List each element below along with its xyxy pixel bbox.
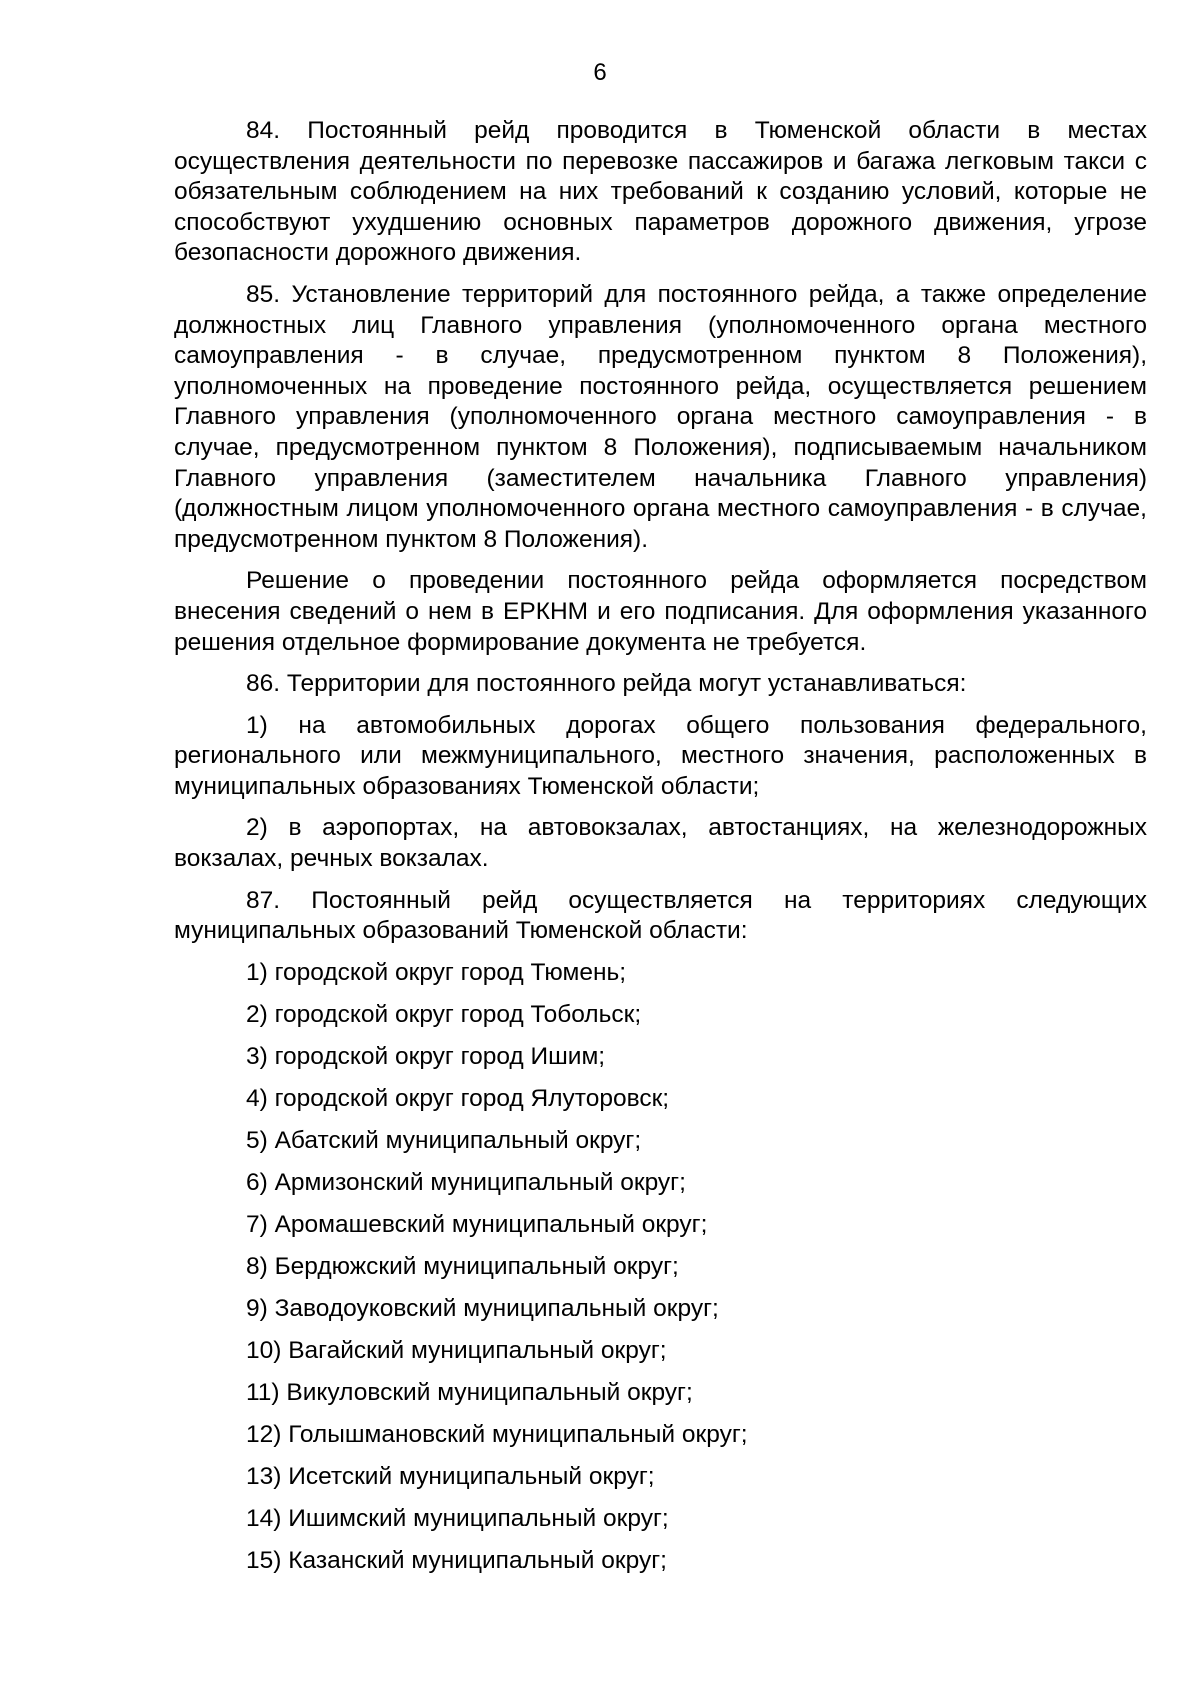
- paragraph-85-decision: Решение о проведении постоянного рейда оформляется посредством внесения сведений о нем в ЕРКНМ и его подписания. Для оформления указанного решения отдельное формирование документа не требуется.: [174, 567, 1147, 656]
- list-item: 14) Ишимский муниципальный округ;: [246, 1504, 669, 1532]
- list-item: 9) Заводоуковский муниципальный округ;: [246, 1294, 719, 1322]
- list-item: 6) Армизонский муниципальный округ;: [246, 1168, 686, 1196]
- list-item: 11) Викуловский муниципальный округ;: [246, 1378, 693, 1406]
- paragraph-86: 86. Территории для постоянного рейда могут устанавливаться:: [246, 670, 967, 698]
- list-item: 1) городской округ город Тюмень;: [246, 958, 627, 986]
- list-item: 12) Голышмановский муниципальный округ;: [246, 1420, 748, 1448]
- list-item: 8) Бердюжский муниципальный округ;: [246, 1252, 679, 1280]
- page-number: 6: [593, 59, 607, 86]
- list-item: 3) городской округ город Ишим;: [246, 1042, 606, 1070]
- list-item: 5) Абатский муниципальный округ;: [246, 1126, 642, 1154]
- list-item: 7) Аромашевский муниципальный округ;: [246, 1210, 708, 1238]
- list-item: 15) Казанский муниципальный округ;: [246, 1546, 667, 1574]
- paragraph-86-item-2: 2) в аэропортах, на автовокзалах, автостанциях, на железнодорожных вокзалах, речных вокзалах.: [174, 814, 1147, 873]
- document-body: [174, 116, 1147, 1588]
- paragraph-84: 84. Постоянный рейд проводится в Тюменской области в местах осуществления деятельности по перевозке пассажиров и багажа легковым такси с обязательным соблюдением на них требований к созданию условий, которые не способствуют ухудшению основных параметров дорожного движения, угрозе безопасности дорожного движения.: [174, 117, 1147, 267]
- list-item: 13) Исетский муниципальный округ;: [246, 1462, 655, 1490]
- paragraph-87: 87. Постоянный рейд осуществляется на территориях следующих муниципальных образований Тюменской области:: [174, 886, 1147, 945]
- list-item: 2) городской округ город Тобольск;: [246, 1000, 642, 1028]
- municipality-list: [174, 958, 1147, 1588]
- list-item: 4) городской округ город Ялуторовск;: [246, 1084, 670, 1112]
- paragraph-86-item-1: 1) на автомобильных дорогах общего пользования федерального, регионального или межмуниципального, местного значения, расположенных в муниципальных образованиях Тюменской области;: [174, 711, 1147, 800]
- paragraph-85: 85. Установление территорий для постоянного рейда, а также определение должностных лиц Главного управления (уполномоченного органа местного самоуправления - в случае, предусмотренном пунктом 8 Положения), уполномоченных на проведение постоянного рейда, осуществляется решением Главного управления (уполномоченного органа местного самоуправления - в случае, предусмотренном пунктом 8 Положения), подписываемым начальником Главного управления (заместителем начальника Главного управления) (должностным лицом уполномоченного органа местного самоуправления - в случае, предусмотренном пунктом 8 Положения).: [174, 280, 1147, 553]
- list-item: 10) Вагайский муниципальный округ;: [246, 1336, 667, 1364]
